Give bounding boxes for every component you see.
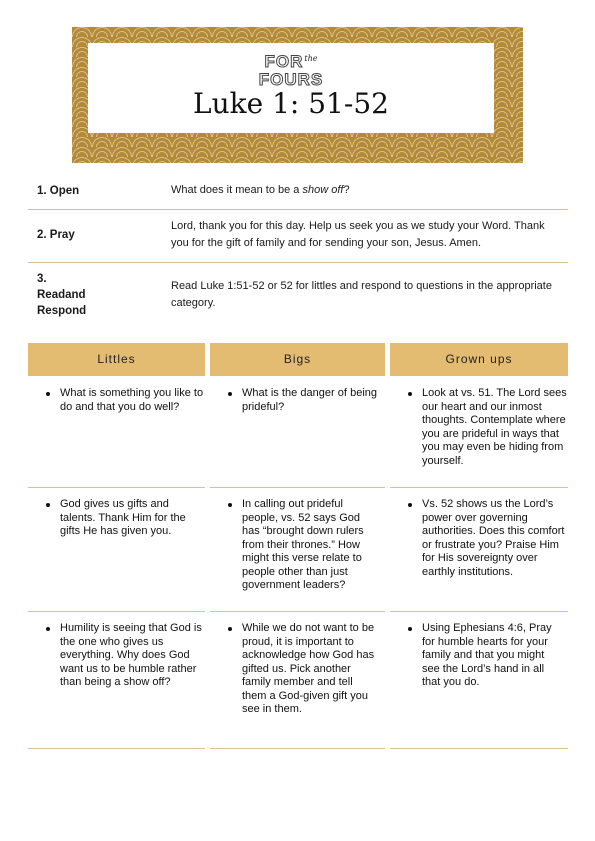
question-littles-1: What is something you like to do and that you do well?: [28, 387, 205, 414]
respond-label-line-3: Respond: [37, 305, 87, 317]
cell-grown-ups-2: [390, 488, 568, 612]
cell-bigs-2: [210, 488, 385, 612]
question-littles-2: God gives us gifts and talents. Thank Him for the gifts He has given you.: [28, 498, 205, 539]
step-respond-row: [28, 263, 568, 323]
column-header-bigs: Bigs: [210, 343, 385, 376]
cell-littles-1: [28, 376, 205, 488]
question-grown-ups-2: Vs. 52 shows us the Lord’s power over governing authorities. Does this comfort or frustrate you? Praise Him for His sovereignty over earthly institutions.: [390, 498, 568, 579]
cell-bigs-3: [210, 612, 385, 749]
for-the-fours-logo: [88, 54, 494, 87]
cell-bigs-1: [210, 376, 385, 488]
column-header-grown-ups: Grown ups: [390, 343, 568, 376]
respond-label-line-1: 3.: [37, 273, 47, 285]
open-text-emphasis: show off: [302, 184, 344, 196]
question-grown-ups-1: Look at vs. 51. The Lord sees our heart and our inmost thoughts. Contemplate where you are prideful in ways that you may even be hiding from yourself.: [390, 387, 568, 468]
title-banner: [72, 27, 523, 163]
question-littles-3: Humility is seeing that God is the one who gives us everything. Why does God want us to be humble rather than being a show off?: [28, 622, 205, 690]
step-respond-text: Read Luke 1:51-52 or 52 for littles and respond to questions in the appropriate category.: [171, 280, 552, 309]
column-header-littles: Littles: [28, 343, 205, 376]
page-title: Luke 1: 51-52: [193, 87, 389, 120]
title-panel: [88, 43, 494, 133]
question-bigs-2: In calling out prideful people, vs. 52 says God has “brought down rulers from their thrones.” How might this verse relate to people other than just government leaders?: [210, 498, 385, 593]
step-open-label: 1. Open: [37, 185, 80, 197]
step-pray-text: Lord, thank you for this day. Help us seek you as we study your Word. Thank you for the gift of family and for sending your son, Jesus. Amen.: [171, 220, 545, 249]
step-open-text: [171, 182, 561, 199]
cell-littles-3: [28, 612, 205, 749]
step-pray-label: 2. Pray: [37, 229, 75, 241]
cell-grown-ups-3: [390, 612, 568, 749]
question-grown-ups-3: Using Ephesians 4:6, Pray for humble hearts for your family and that you might see the Lord’s hand in all that you do.: [390, 622, 568, 690]
question-bigs-1: What is the danger of being prideful?: [210, 387, 385, 414]
respond-label-line-2: Readand: [37, 289, 86, 301]
logo-top: FOR: [264, 52, 304, 71]
logo-the: the: [304, 54, 318, 63]
step-pray-row: [28, 210, 568, 263]
step-respond-label: [37, 271, 86, 319]
cell-grown-ups-1: [390, 376, 568, 488]
step-open-row: [28, 175, 568, 210]
logo-bottom: FOURS: [258, 70, 324, 89]
open-text-start: What does it mean to be a: [171, 184, 303, 196]
cell-littles-2: [28, 488, 205, 612]
question-bigs-3: While we do not want to be proud, it is important to acknowledge how God has gifted us. Pick another family member and tell them a God-given gift you see in them.: [210, 622, 385, 717]
open-text-end: ?: [343, 184, 350, 196]
